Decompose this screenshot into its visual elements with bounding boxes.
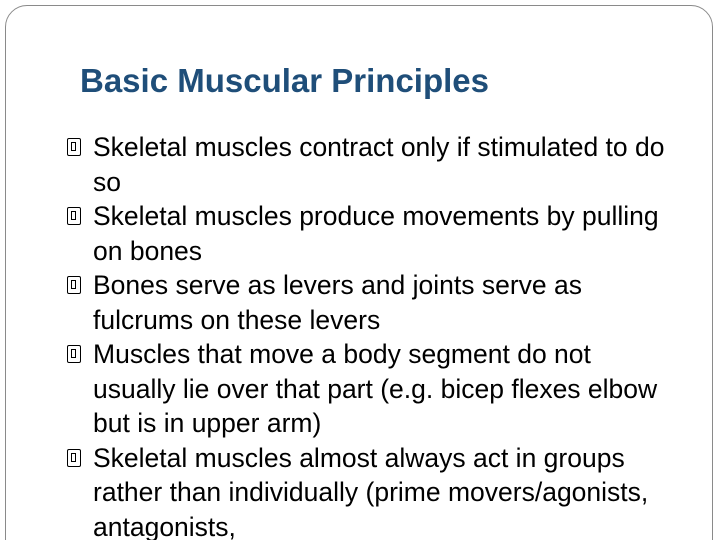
bullet-item bbox=[65, 199, 675, 268]
bullet-text: Skeletal muscles contract only if stimulated to do so bbox=[93, 132, 665, 197]
bullet-box-icon bbox=[67, 138, 81, 156]
bullet-item bbox=[65, 268, 675, 337]
bullet-box-icon bbox=[67, 449, 81, 467]
bullet-item bbox=[65, 337, 675, 441]
bullet-text: Skeletal muscles almost always act in groups rather than individually (prime movers/agonists, antagonists, bbox=[93, 442, 649, 540]
slide-title: Basic Muscular Principles bbox=[80, 62, 490, 99]
bullet-text: Bones serve as levers and joints serve as fulcrums on these levers bbox=[93, 270, 583, 335]
bullet-item bbox=[65, 130, 675, 199]
bullet-box-icon bbox=[67, 345, 81, 363]
bullet-item bbox=[65, 441, 675, 540]
bullet-list bbox=[65, 130, 675, 540]
bullet-text: Skeletal muscles produce movements by pulling on bones bbox=[93, 201, 659, 266]
bullet-box-icon bbox=[67, 207, 81, 225]
bullet-box-icon bbox=[67, 276, 81, 294]
bullet-text: Muscles that move a body segment do not usually lie over that part (e.g. bicep flexes elbow but is in upper arm) bbox=[93, 339, 658, 438]
